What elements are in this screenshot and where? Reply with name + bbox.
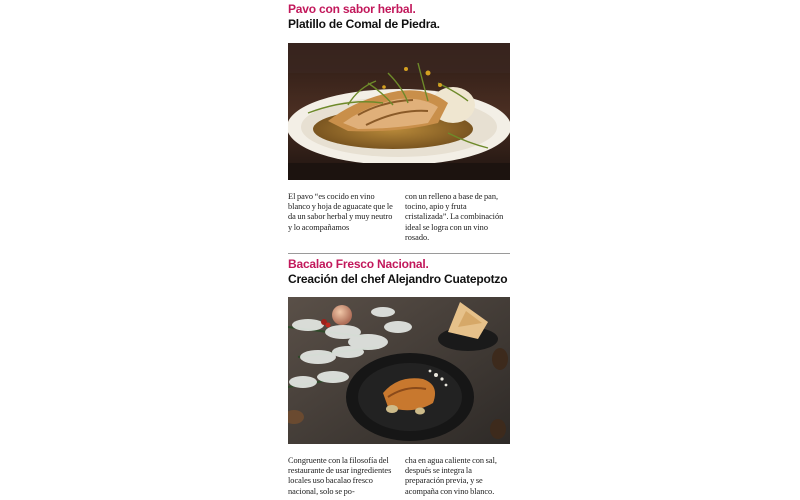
article1-body-right: con un relleno a base de pan, tocino, apio y fruta cristalizada”. La combinación ideal se logra con un vino rosado. [405,192,504,242]
article1-headline: Platillo de Comal de Piedra. [288,17,440,31]
codfish-christmas-photo [288,297,510,444]
article2-body-left: Congruente con la filosofía del restaurante de usar ingredientes locales uso bacalao fresco nacional, solo se po- [288,456,392,496]
section-divider [288,253,510,254]
article1-kicker: Pavo con sabor herbal. [288,2,416,16]
article-column [288,0,510,500]
article2-body-right: cha en agua caliente con sal, después se integra la preparación previa, y se acompaña con vino blanco. [405,456,497,496]
article1-body-left: El pavo “es cocido en vino blanco y hoja de aguacate que le da un sabor herbal y muy neutro y lo acompañamos [288,192,393,232]
article2-headline: Creación del chef Alejandro Cuatepotzo [288,272,508,286]
article2-kicker: Bacalao Fresco Nacional. [288,257,429,271]
turkey-plate-photo [288,43,510,180]
